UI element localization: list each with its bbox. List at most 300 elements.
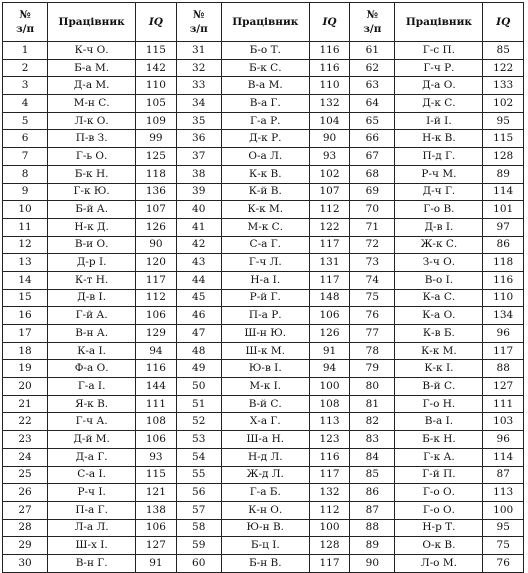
iq-value: 116 [309,448,350,466]
row-number: 34 [176,95,221,113]
iq-value: 114 [483,448,524,466]
worker-name: Б-к Н. [395,431,483,449]
table-row [3,413,524,431]
row-number: 24 [3,448,48,466]
row-number: 70 [350,201,395,219]
worker-name: Ж-к С. [395,236,483,254]
worker-name: Г-а Б. [221,484,309,502]
worker-name: Д-к Р. [221,130,309,148]
worker-name: Б-а М. [48,59,136,77]
worker-name: Ю-н В. [221,519,309,537]
row-number: 8 [3,165,48,183]
table-row [3,519,524,537]
iq-value: 89 [483,165,524,183]
row-number: 74 [350,271,395,289]
iq-value: 117 [309,466,350,484]
worker-name: Б-о Т. [221,42,309,60]
worker-name: Ю-в І. [221,360,309,378]
iq-value: 126 [309,325,350,343]
row-number: 16 [3,307,48,325]
worker-name: Г-ч Р. [395,59,483,77]
iq-value: 112 [136,289,177,307]
iq-value: 94 [136,342,177,360]
worker-name: Ш-а Н. [221,431,309,449]
table-row [3,218,524,236]
worker-name: Н-к В. [395,130,483,148]
table-row [3,537,524,555]
worker-name: М-к І. [221,378,309,396]
worker-name: П-д Г. [395,148,483,166]
row-number: 39 [176,183,221,201]
worker-name: С-а І. [48,466,136,484]
iq-value: 126 [136,218,177,236]
iq-value: 106 [136,307,177,325]
header-worker: Працівник [221,3,309,42]
worker-name: Д-в І. [395,218,483,236]
iq-value: 106 [136,431,177,449]
header-iq: IQ [309,3,350,42]
table-row [3,236,524,254]
iq-value: 107 [309,183,350,201]
worker-name: Г-а І. [48,378,136,396]
worker-name: М-к С. [221,218,309,236]
worker-name: Б-к С. [221,59,309,77]
iq-value: 127 [483,378,524,396]
row-number: 88 [350,519,395,537]
iq-value: 117 [483,342,524,360]
iq-value: 87 [483,466,524,484]
table-row [3,42,524,60]
worker-name: К-т Н. [48,271,136,289]
row-number: 6 [3,130,48,148]
row-number: 25 [3,466,48,484]
iq-value: 95 [483,519,524,537]
table-row [3,501,524,519]
iq-value: 111 [483,395,524,413]
table-row [3,183,524,201]
iq-value: 108 [309,395,350,413]
worker-name: Ш-х І. [48,537,136,555]
row-number: 51 [176,395,221,413]
row-number: 9 [3,183,48,201]
iq-value: 118 [136,165,177,183]
worker-name: Р-й Г. [221,289,309,307]
row-number: 15 [3,289,48,307]
worker-name: В-а М. [221,77,309,95]
header-worker: Працівник [48,3,136,42]
worker-name: І-й І. [395,112,483,130]
header-number-symbol: № [193,9,205,21]
iq-value: 122 [309,218,350,236]
iq-value: 128 [483,148,524,166]
row-number: 5 [3,112,48,130]
iq-value: 115 [483,130,524,148]
worker-name: В-н А. [48,325,136,343]
worker-name: М-н С. [48,95,136,113]
row-number: 45 [176,289,221,307]
worker-name: Г-й А. [48,307,136,325]
row-number: 67 [350,148,395,166]
row-number: 69 [350,183,395,201]
header-number-symbol: № [366,9,379,21]
row-number: 58 [176,519,221,537]
worker-name: Б-к Н. [48,165,136,183]
iq-value: 125 [136,148,177,166]
iq-value: 101 [483,201,524,219]
worker-name: К-а О. [395,307,483,325]
table-row [3,59,524,77]
iq-value: 100 [309,378,350,396]
row-number: 68 [350,165,395,183]
row-number: 7 [3,148,48,166]
table-row [3,130,524,148]
header-row [3,3,524,42]
table-row [3,95,524,113]
iq-value: 117 [309,554,350,572]
header-number [3,3,48,42]
iq-value: 100 [309,519,350,537]
worker-name: Г-ч Л. [221,254,309,272]
iq-value: 133 [483,77,524,95]
worker-name: Х-а Г. [221,413,309,431]
worker-name: З-ч О. [395,254,483,272]
row-number: 77 [350,325,395,343]
row-number: 37 [176,148,221,166]
row-number: 12 [3,236,48,254]
table-row [3,342,524,360]
row-number: 23 [3,431,48,449]
row-number: 43 [176,254,221,272]
worker-name: П-а Г. [48,501,136,519]
worker-name: Д-в І. [48,289,136,307]
iq-value: 100 [483,501,524,519]
table-row [3,271,524,289]
worker-name: Я-к В. [48,395,136,413]
worker-name: Р-ч М. [395,165,483,183]
worker-name: Б-й А. [48,201,136,219]
row-number: 40 [176,201,221,219]
iq-value: 108 [136,413,177,431]
table-row [3,484,524,502]
table-row [3,378,524,396]
worker-name: Б-н В. [221,554,309,572]
worker-name: В-и О. [48,236,136,254]
row-number: 89 [350,537,395,555]
iq-value: 110 [483,289,524,307]
iq-value: 132 [309,95,350,113]
row-number: 46 [176,307,221,325]
row-number: 26 [3,484,48,502]
iq-value: 106 [309,307,350,325]
iq-value: 104 [309,112,350,130]
worker-name: Д-к С. [395,95,483,113]
row-number: 47 [176,325,221,343]
row-number: 10 [3,201,48,219]
worker-name: Ф-а О. [48,360,136,378]
iq-value: 105 [136,95,177,113]
worker-name: Г-ч А. [48,413,136,431]
table-row [3,395,524,413]
iq-value: 106 [136,519,177,537]
table-body [3,42,524,573]
row-number: 57 [176,501,221,519]
iq-value: 117 [309,236,350,254]
header-iq: IQ [483,3,524,42]
worker-name: В-й С. [221,395,309,413]
worker-name: Д-а М. [48,77,136,95]
iq-value: 129 [136,325,177,343]
row-number: 56 [176,484,221,502]
worker-name: К-ч О. [48,42,136,60]
row-number: 48 [176,342,221,360]
worker-name: К-к В. [221,165,309,183]
row-number: 66 [350,130,395,148]
worker-name: К-в Б. [395,325,483,343]
row-number: 27 [3,501,48,519]
worker-name: Г-к А. [395,448,483,466]
row-number: 75 [350,289,395,307]
table-row [3,289,524,307]
row-number: 61 [350,42,395,60]
header-number-symbol: № [19,9,31,21]
table-row [3,431,524,449]
header-number-abbrev: з/п [189,23,208,35]
worker-name: Ж-д Л. [221,466,309,484]
iq-value: 109 [136,112,177,130]
row-number: 65 [350,112,395,130]
row-number: 76 [350,307,395,325]
row-number: 18 [3,342,48,360]
row-number: 11 [3,218,48,236]
worker-name: В-о І. [395,271,483,289]
worker-name: Р-ч І. [48,484,136,502]
row-number: 14 [3,271,48,289]
table-row [3,165,524,183]
iq-value: 144 [136,378,177,396]
header-number-abbrev: з/п [363,23,382,35]
worker-name: Д-а О. [395,77,483,95]
row-number: 44 [176,271,221,289]
worker-name: О-к В. [395,537,483,555]
row-number: 60 [176,554,221,572]
iq-value: 86 [483,236,524,254]
row-number: 72 [350,236,395,254]
worker-name: Г-о О. [395,501,483,519]
iq-value: 110 [136,77,177,95]
table-row [3,148,524,166]
iq-value: 123 [309,431,350,449]
table-row [3,448,524,466]
worker-name: Г-й П. [395,466,483,484]
row-number: 41 [176,218,221,236]
row-number: 55 [176,466,221,484]
iq-value: 136 [136,183,177,201]
iq-value: 128 [309,537,350,555]
worker-name: К-й В. [221,183,309,201]
row-number: 87 [350,501,395,519]
iq-value: 113 [483,484,524,502]
row-number: 31 [176,42,221,60]
iq-value: 102 [309,165,350,183]
row-number: 86 [350,484,395,502]
iq-value: 132 [309,484,350,502]
worker-name: Д-р І. [48,254,136,272]
iq-value: 110 [309,77,350,95]
row-number: 38 [176,165,221,183]
row-number: 63 [350,77,395,95]
table-row [3,307,524,325]
worker-name: Г-а Р. [221,112,309,130]
worker-name: Д-й М. [48,431,136,449]
iq-value: 117 [136,271,177,289]
iq-value: 95 [483,112,524,130]
worker-name: К-а С. [395,289,483,307]
iq-value: 116 [309,42,350,60]
table-row [3,554,524,572]
table-row [3,254,524,272]
worker-name: Г-о В. [395,201,483,219]
header-worker: Працівник [395,3,483,42]
iq-value: 88 [483,360,524,378]
row-number: 3 [3,77,48,95]
row-number: 29 [3,537,48,555]
header-iq: IQ [136,3,177,42]
iq-value: 91 [309,342,350,360]
worker-name: С-а Г. [221,236,309,254]
iq-value: 112 [309,201,350,219]
header-number [176,3,221,42]
iq-value: 76 [483,554,524,572]
row-number: 19 [3,360,48,378]
worker-name: В-а Г. [221,95,309,113]
table-row [3,360,524,378]
iq-value: 131 [309,254,350,272]
iq-value: 112 [309,501,350,519]
iq-value: 120 [136,254,177,272]
worker-name: Л-к О. [48,112,136,130]
iq-value: 103 [483,413,524,431]
worker-name: Г-о Н. [395,395,483,413]
table-row [3,466,524,484]
table-row [3,201,524,219]
row-number: 30 [3,554,48,572]
row-number: 28 [3,519,48,537]
iq-value: 148 [309,289,350,307]
row-number: 84 [350,448,395,466]
row-number: 83 [350,431,395,449]
iq-value: 90 [136,236,177,254]
row-number: 52 [176,413,221,431]
iq-value: 115 [136,466,177,484]
iq-value: 85 [483,42,524,60]
iq-value: 93 [309,148,350,166]
iq-value: 111 [136,395,177,413]
row-number: 36 [176,130,221,148]
row-number: 21 [3,395,48,413]
worker-name: В-а І. [395,413,483,431]
iq-value: 118 [483,254,524,272]
iq-value: 93 [136,448,177,466]
worker-name: О-а Л. [221,148,309,166]
iq-value: 96 [483,325,524,343]
iq-value: 116 [309,59,350,77]
worker-name: Г-с П. [395,42,483,60]
row-number: 85 [350,466,395,484]
worker-name: В-н Г. [48,554,136,572]
row-number: 32 [176,59,221,77]
row-number: 20 [3,378,48,396]
iq-value: 96 [483,431,524,449]
row-number: 81 [350,395,395,413]
worker-name: К-к М. [395,342,483,360]
iq-value: 102 [483,95,524,113]
worker-name: К-к М. [221,201,309,219]
worker-name: К-а І. [48,342,136,360]
row-number: 22 [3,413,48,431]
worker-name: Л-о М. [395,554,483,572]
worker-name: Н-р Т. [395,519,483,537]
table-row [3,112,524,130]
worker-name: Н-д Л. [221,448,309,466]
iq-value: 142 [136,59,177,77]
row-number: 80 [350,378,395,396]
table-row [3,325,524,343]
iq-value: 99 [136,130,177,148]
row-number: 62 [350,59,395,77]
row-number: 1 [3,42,48,60]
worker-name: Д-а Г. [48,448,136,466]
row-number: 59 [176,537,221,555]
header-number [350,3,395,42]
row-number: 50 [176,378,221,396]
row-number: 54 [176,448,221,466]
header-number-abbrev: з/п [15,23,35,35]
worker-name: Г-о О. [395,484,483,502]
iq-value: 107 [136,201,177,219]
iq-value: 94 [309,360,350,378]
row-number: 42 [176,236,221,254]
worker-name: Б-ц І. [221,537,309,555]
row-number: 35 [176,112,221,130]
iq-value: 134 [483,307,524,325]
row-number: 2 [3,59,48,77]
iq-value: 121 [136,484,177,502]
worker-name: Г-к Ю. [48,183,136,201]
iq-value: 97 [483,218,524,236]
worker-name: Ш-н Ю. [221,325,309,343]
worker-name: П-в З. [48,130,136,148]
row-number: 82 [350,413,395,431]
worker-name: К-к І. [395,360,483,378]
worker-name: Л-а Л. [48,519,136,537]
row-number: 64 [350,95,395,113]
row-number: 79 [350,360,395,378]
row-number: 73 [350,254,395,272]
table-row [3,77,524,95]
worker-name: Ш-к М. [221,342,309,360]
iq-value: 122 [483,59,524,77]
iq-value: 116 [483,271,524,289]
iq-value: 90 [309,130,350,148]
iq-value: 138 [136,501,177,519]
iq-value: 117 [309,271,350,289]
worker-name: Н-к Д. [48,218,136,236]
iq-value: 75 [483,537,524,555]
row-number: 33 [176,77,221,95]
row-number: 71 [350,218,395,236]
iq-value: 115 [136,42,177,60]
row-number: 90 [350,554,395,572]
